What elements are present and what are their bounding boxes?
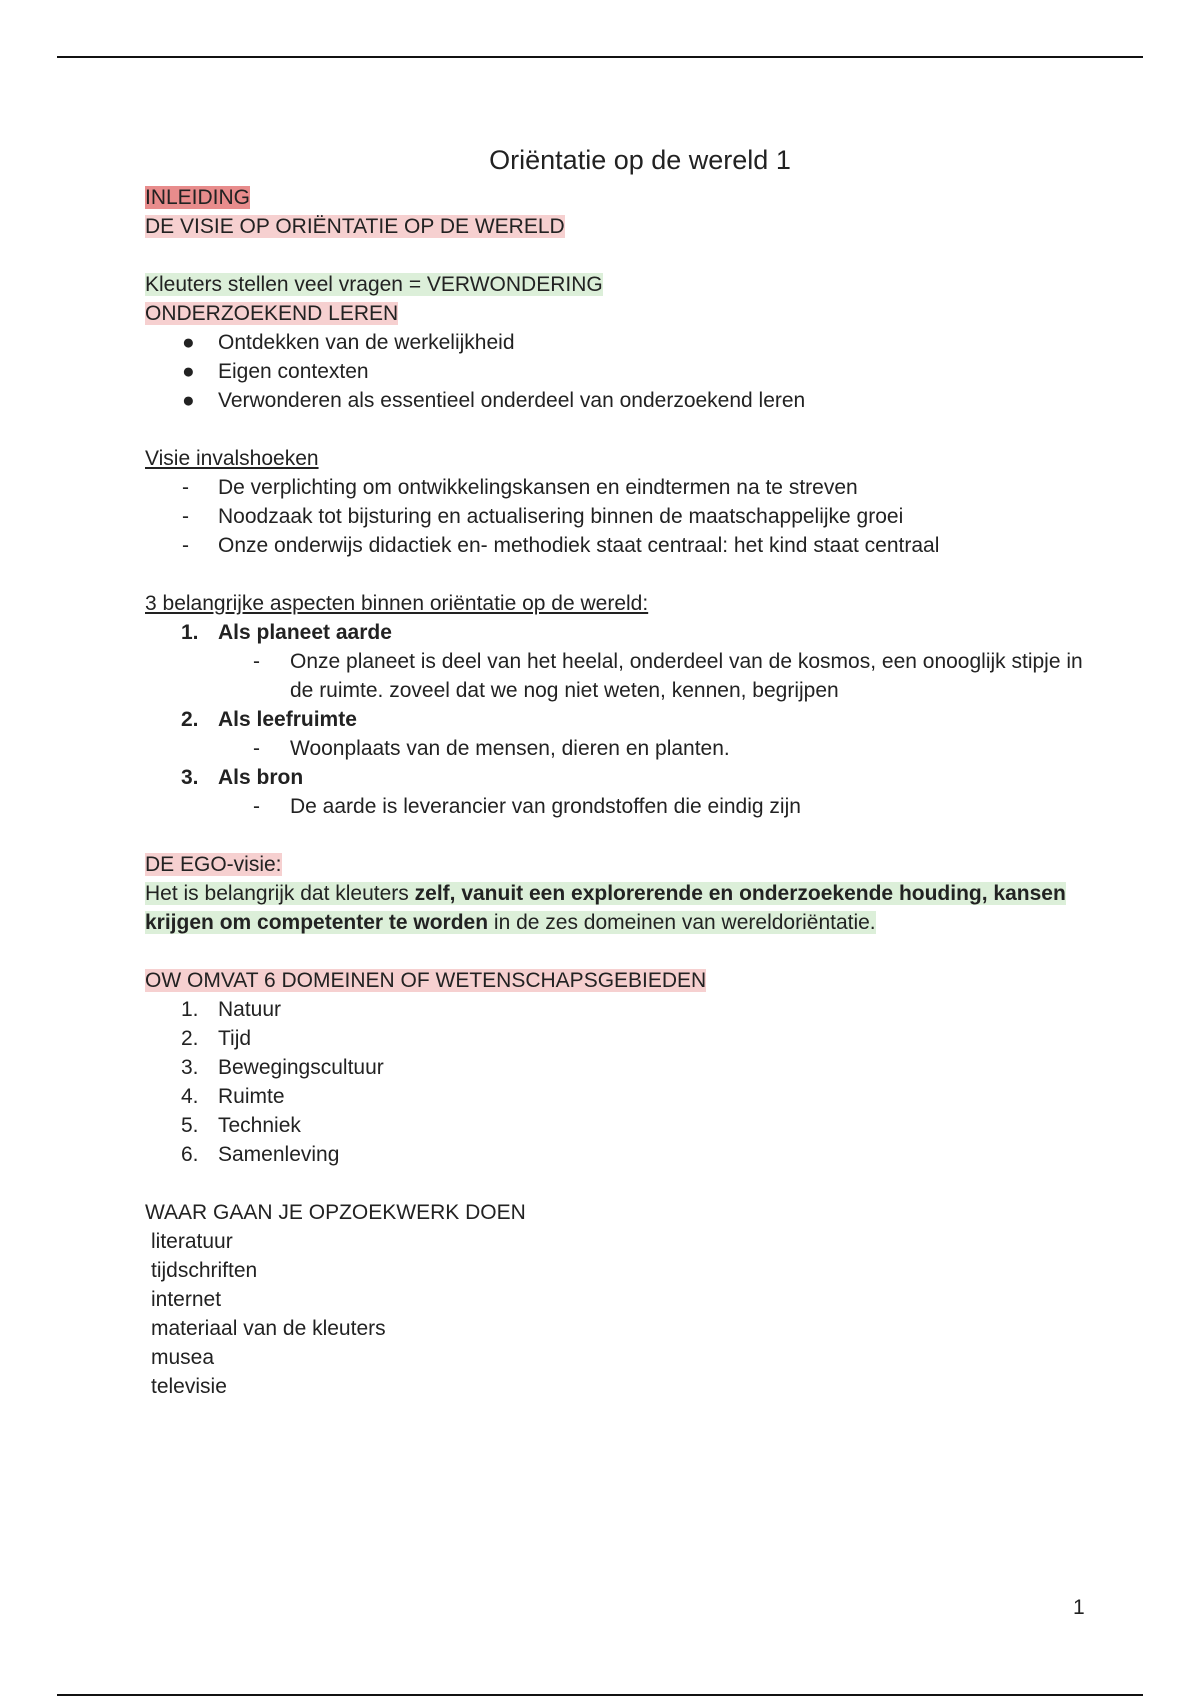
list-item: 5. Techniek (181, 1114, 301, 1137)
aspect-sub-item: - Woonplaats van de mensen, dieren en planten. (145, 734, 1135, 763)
dash-icon: - (253, 795, 260, 818)
aspect-item: 2. Als leefruimte (181, 708, 357, 731)
list-item: - Onze onderwijs didactiek en- methodiek staat centraal: het kind staat centraal (145, 531, 1135, 560)
bullet-icon: ● (182, 389, 195, 412)
list-item: ● Ontdekken van de werkelijkheid (145, 328, 1135, 357)
dash-icon: - (253, 650, 260, 673)
list-item: 3. Bewegingscultuur (181, 1056, 384, 1079)
dash-icon: - (253, 737, 260, 760)
aspect-item: 3. Als bron (181, 766, 304, 789)
opzoek-heading: WAAR GAAN JE OPZOEKWERK DOEN (145, 1201, 526, 1224)
list-item: musea (151, 1346, 215, 1369)
kleuters-line: Kleuters stellen veel vragen = VERWONDERING (145, 273, 603, 296)
dash-icon: - (182, 505, 189, 528)
ego-paragraph: Het is belangrijk dat kleuters zelf, vanuit een explorerende en onderzoekende houding, kansen krijgen om competenter te worden in de zes domeinen van wereldoriëntatie. (145, 882, 1066, 934)
visie-heading: Visie invalshoeken (145, 447, 319, 470)
list-item: - Noodzaak tot bijsturing en actualisering binnen de maatschappelijke groei (145, 502, 1135, 531)
list-item: literatuur (151, 1230, 233, 1253)
list-item: 6. Samenleving (181, 1143, 340, 1166)
footer-rule (57, 1694, 1143, 1696)
onderzoekend-list (145, 328, 1135, 415)
aspecten-list (145, 618, 1135, 821)
visie-list (145, 473, 1135, 560)
aspecten-heading: 3 belangrijke aspecten binnen oriëntatie op de wereld: (145, 592, 649, 615)
dash-icon: - (182, 476, 189, 499)
list-item: - De verplichting om ontwikkelingskansen en eindtermen na te streven (145, 473, 1135, 502)
list-item: 4. Ruimte (181, 1085, 285, 1108)
aspect-sub-item: - De aarde is leverancier van grondstoffen die eindig zijn (145, 792, 1135, 821)
list-item: materiaal van de kleuters (151, 1317, 386, 1340)
aspect-item: 1. Als planeet aarde (181, 621, 392, 644)
dash-icon: - (182, 534, 189, 557)
document-page (145, 140, 1135, 1401)
list-item: 1. Natuur (181, 998, 282, 1021)
list-item: ● Eigen contexten (145, 357, 1135, 386)
list-item: tijdschriften (151, 1259, 258, 1282)
domeinen-heading: OW OMVAT 6 DOMEINEN OF WETENSCHAPSGEBIEDEN (145, 969, 707, 992)
bullet-icon: ● (182, 331, 195, 354)
bullet-icon: ● (182, 360, 195, 383)
page-title: Oriëntatie op de wereld 1 (489, 145, 791, 175)
list-item: 2. Tijd (181, 1027, 252, 1050)
list-item: internet (151, 1288, 222, 1311)
list-item: televisie (151, 1375, 227, 1398)
domeinen-list (145, 995, 1135, 1169)
list-item: ● Verwonderen als essentieel onderdeel van onderzoekend leren (145, 386, 1135, 415)
heading-inleiding: INLEIDING (145, 186, 251, 209)
header-rule (57, 56, 1143, 58)
page-number: 1 (1073, 1596, 1085, 1619)
aspect-sub-item: - Onze planeet is deel van het heelal, onderdeel van de kosmos, een onooglijk stipje in de ruimte. zoveel dat we nog niet weten, kennen, begrijpen (145, 647, 1135, 705)
heading-visie: DE VISIE OP ORIËNTATIE OP DE WERELD (145, 215, 565, 238)
onderzoekend-heading: ONDERZOEKEND LEREN (145, 302, 399, 325)
ego-heading: DE EGO-visie: (145, 853, 282, 876)
